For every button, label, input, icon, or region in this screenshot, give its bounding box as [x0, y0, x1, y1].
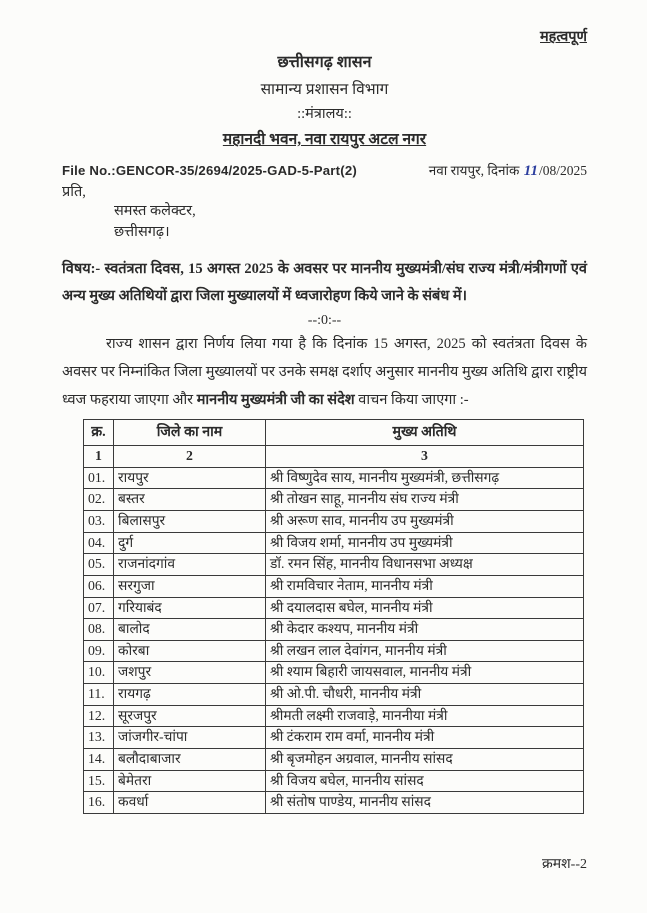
table-row [84, 532, 584, 554]
cell-chief-guest: श्री तोखन साहू, माननीय संघ राज्य मंत्री [266, 489, 584, 511]
column-number-1: 1 [84, 446, 114, 468]
body-text-2: वाचन किया जाएगा :- [354, 392, 469, 408]
department-title: सामान्य प्रशासन विभाग [260, 81, 389, 98]
body-text-1: राज्य शासन द्वारा निर्णय लिया गया है कि दिनांक 15 अगस्त, 2025 को स्वतंत्रता दिवस के अवसर पर निम्नांकित जिला मुख्यालयों पर उनके समक्ष दर्शाए अनुसार माननीय मुख्य अतिथि द्वारा राष्ट्रीय ध्वज फहराया जाएगा और [62, 336, 587, 408]
cell-serial: 01. [84, 467, 114, 489]
cell-district: कोरबा [114, 640, 266, 662]
cell-chief-guest: श्री विजय शर्मा, माननीय उप मुख्यमंत्री [266, 532, 584, 554]
handwritten-day: 11 [523, 163, 538, 179]
cell-district: रायगढ़ [114, 684, 266, 706]
cell-chief-guest: श्री संतोष पाण्डेय, माननीय सांसद [266, 792, 584, 814]
section-separator: --:0:-- [307, 313, 342, 328]
table-row [84, 727, 584, 749]
cell-chief-guest: श्री बृजमोहन अग्रवाल, माननीय सांसद [266, 748, 584, 770]
table-row [84, 662, 584, 684]
cell-chief-guest: श्री रामविचार नेताम, माननीय मंत्री [266, 575, 584, 597]
body-bold-phrase: माननीय मुख्यमंत्री जी का संदेश [196, 392, 355, 408]
table-column-number-row [84, 446, 584, 468]
cell-chief-guest: श्री ओ.पी. चौधरी, माननीय मंत्री [266, 684, 584, 706]
table-row [84, 575, 584, 597]
government-title: छत्तीसगढ़ शासन [277, 54, 372, 71]
cell-district: जांजगीर-चांपा [114, 727, 266, 749]
cell-chief-guest: श्री विष्णुदेव साय, माननीय मुख्यमंत्री, छत्तीसगढ़ [266, 467, 584, 489]
cell-serial: 11. [84, 684, 114, 706]
cell-chief-guest: श्रीमती लक्ष्मी राजवाड़े, माननीया मंत्री [266, 705, 584, 727]
cell-chief-guest: श्री केदार कश्यप, माननीय मंत्री [266, 619, 584, 641]
header-chief-guest: मुख्य अतिथि [266, 420, 584, 446]
table-row [84, 467, 584, 489]
cell-serial: 16. [84, 792, 114, 814]
table-row [84, 619, 584, 641]
cell-district: बिलासपुर [114, 511, 266, 533]
cell-district: जशपुर [114, 662, 266, 684]
cell-chief-guest: श्री श्याम बिहारी जायसवाल, माननीय मंत्री [266, 662, 584, 684]
table-row [84, 640, 584, 662]
cell-serial: 08. [84, 619, 114, 641]
cell-serial: 12. [84, 705, 114, 727]
table-row [84, 705, 584, 727]
cell-district: सरगुजा [114, 575, 266, 597]
cell-serial: 10. [84, 662, 114, 684]
cell-district: राजनांदगांव [114, 554, 266, 576]
table-header-row [84, 420, 584, 446]
header-serial: क्र. [84, 420, 114, 446]
file-number-row [62, 161, 587, 180]
place-date-label: नवा रायपुर, दिनांक [428, 163, 523, 178]
date-rest: /08/2025 [538, 163, 587, 178]
office-address: महानदी भवन, नवा रायपुर अटल नगर [222, 131, 427, 148]
cell-serial: 06. [84, 575, 114, 597]
table-row [84, 489, 584, 511]
table-row [84, 554, 584, 576]
table-row [84, 792, 584, 814]
column-number-3: 3 [266, 446, 584, 468]
cell-chief-guest: श्री विजय बघेल, माननीय सांसद [266, 770, 584, 792]
addressee-line-1: समस्त कलेक्टर, [114, 203, 196, 219]
cell-chief-guest: श्री अरूण साव, माननीय उप मुख्यमंत्री [266, 511, 584, 533]
cell-district: गरियाबंद [114, 597, 266, 619]
cell-district: बलौदाबाजार [114, 748, 266, 770]
place-and-date [429, 161, 587, 180]
subject-line: विषय:- स्वतंत्रता दिवस, 15 अगस्त 2025 के अवसर पर माननीय मुख्यमंत्री/संघ राज्य मंत्री/मंत्रीगणों एवं अन्य मुख्य अतिथियों द्वारा जिला मुख्यालयों में ध्वजारोहण किये जाने के संबंध में। [62, 261, 587, 304]
cell-district: बालोद [114, 619, 266, 641]
table-row [84, 684, 584, 706]
cell-district: कवर्धा [114, 792, 266, 814]
body-paragraph [62, 330, 587, 414]
cell-chief-guest: डॉ. रमन सिंह, माननीय विधानसभा अध्यक्ष [266, 554, 584, 576]
cell-district: रायपुर [114, 467, 266, 489]
cell-serial: 04. [84, 532, 114, 554]
column-number-2: 2 [114, 446, 266, 468]
cell-district: दुर्ग [114, 532, 266, 554]
cell-serial: 14. [84, 748, 114, 770]
cell-serial: 07. [84, 597, 114, 619]
cell-chief-guest: श्री टंकराम राम वर्मा, माननीय मंत्री [266, 727, 584, 749]
file-number: File No.:GENCOR-35/2694/2025-GAD-5-Part(2) [62, 163, 357, 178]
table-row [84, 511, 584, 533]
table-row [84, 748, 584, 770]
cell-district: सूरजपुर [114, 705, 266, 727]
cell-serial: 05. [84, 554, 114, 576]
cell-chief-guest: श्री दयालदास बघेल, माननीय मंत्री [266, 597, 584, 619]
header-district: जिले का नाम [114, 420, 266, 446]
cell-chief-guest: श्री लखन लाल देवांगन, माननीय मंत्री [266, 640, 584, 662]
addressee-label: प्रति, [62, 184, 86, 200]
cell-serial: 09. [84, 640, 114, 662]
table-row [84, 597, 584, 619]
guest-table [83, 419, 584, 814]
cell-serial: 15. [84, 770, 114, 792]
cell-serial: 13. [84, 727, 114, 749]
ministry-label: ::मंत्रालय:: [297, 106, 352, 122]
cell-district: बेमेतरा [114, 770, 266, 792]
importance-label: महत्वपूर्ण [540, 29, 587, 45]
cell-district: बस्तर [114, 489, 266, 511]
cell-serial: 03. [84, 511, 114, 533]
addressee-line-2: छत्तीसगढ़। [114, 224, 170, 240]
cell-serial: 02. [84, 489, 114, 511]
table-row [84, 770, 584, 792]
guest-table-body [84, 467, 584, 813]
continuation-note: क्रमश--2 [542, 857, 587, 872]
